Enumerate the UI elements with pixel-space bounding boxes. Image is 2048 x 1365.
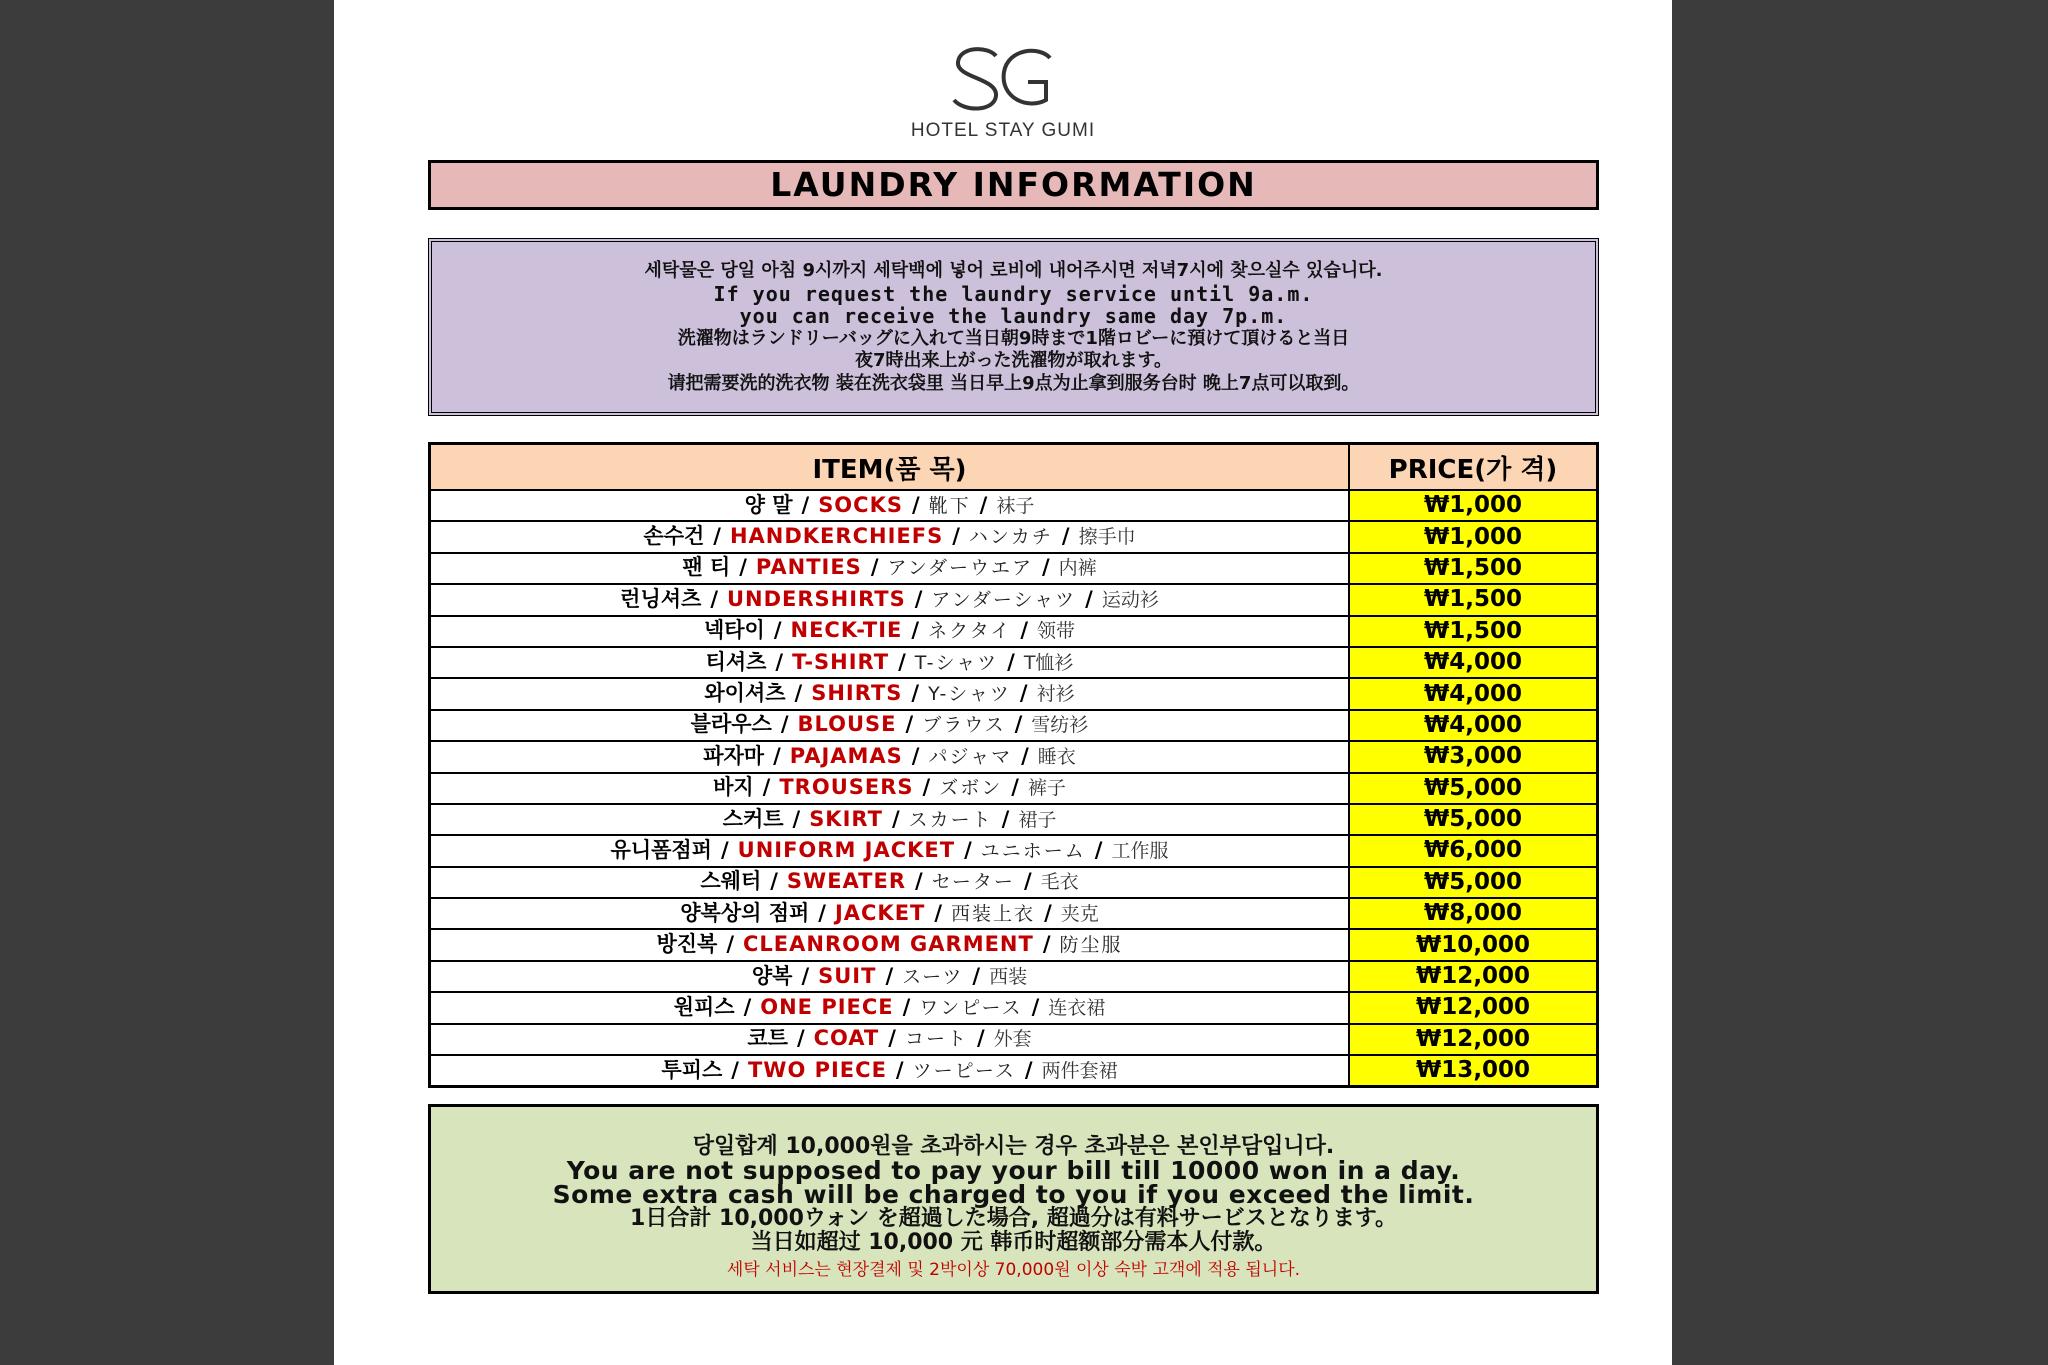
price-table-body — [430, 490, 1598, 1087]
item-cell — [430, 898, 1350, 929]
price-cell: ₩12,000 — [1349, 992, 1598, 1023]
separator: / — [743, 994, 752, 1019]
item-cell — [430, 616, 1350, 647]
item-name-chinese: 夹克 — [1060, 902, 1099, 925]
separator: / — [1061, 524, 1070, 549]
item-name-korean: 와이셔츠 — [704, 681, 786, 706]
policy-japanese: 1日合計 10,000ウォン を超過した場合, 超過分は有料サービスとなります。 — [630, 1206, 1397, 1231]
separator: / — [792, 806, 801, 831]
item-name-korean: 런닝셔츠 — [620, 586, 702, 611]
separator: / — [720, 837, 729, 862]
item-name-japanese: スカート — [908, 808, 993, 831]
item-name-chinese: 裙子 — [1018, 808, 1057, 831]
price-cell: ₩12,000 — [1349, 1024, 1598, 1055]
separator: / — [911, 492, 920, 517]
separator: / — [801, 963, 810, 988]
item-name-japanese: スーツ — [902, 965, 964, 988]
separator: / — [796, 1026, 805, 1051]
item-column-header: ITEM(품 목) — [430, 444, 1350, 491]
laundry-info-page — [334, 0, 1672, 1365]
notice-chinese: 请把需要洗的洗衣物 装在洗衣袋里 当日早上9点为止拿到服务台时 晚上7点可以取到。 — [667, 372, 1360, 394]
table-row — [430, 1055, 1598, 1087]
price-cell: ₩4,000 — [1349, 647, 1598, 678]
separator: / — [1014, 712, 1023, 737]
item-name-chinese: 工作服 — [1111, 839, 1169, 862]
table-row — [430, 804, 1598, 835]
notice-english-line-2: you can receive the laundry same day 7p.m. — [739, 304, 1288, 328]
separator: / — [1023, 869, 1032, 894]
item-name-japanese: パジャマ — [928, 745, 1013, 768]
price-cell: ₩8,000 — [1349, 898, 1598, 929]
table-row — [430, 710, 1598, 741]
item-name-japanese: ツーピース — [912, 1059, 1016, 1082]
item-name-japanese: Y-シャツ — [928, 683, 1011, 706]
price-cell: ₩5,000 — [1349, 773, 1598, 804]
separator: / — [952, 524, 960, 549]
item-name-english: NECK-TIE — [790, 618, 903, 643]
item-name-japanese: ワンピース — [919, 996, 1023, 1019]
separator: / — [770, 869, 778, 894]
item-cell — [430, 804, 1350, 835]
separator: / — [1021, 743, 1029, 768]
table-row — [430, 741, 1598, 772]
policy-korean: 당일합계 10,000원을 초과하시는 경우 초과분은 본인부담입니다. — [692, 1134, 1335, 1159]
policy-english-line-2: Some extra cash will be charged to you if you exceed the limit. — [552, 1180, 1475, 1209]
item-cell — [430, 490, 1350, 521]
table-row — [430, 1024, 1598, 1055]
separator: / — [895, 1057, 904, 1082]
item-name-korean: 양 말 — [744, 492, 793, 517]
separator: / — [979, 492, 988, 517]
item-cell — [430, 710, 1350, 741]
item-name-korean: 양복 — [751, 963, 793, 988]
service-notice — [428, 238, 1599, 416]
item-name-japanese: 防尘服 — [1059, 934, 1123, 957]
separator: / — [818, 900, 826, 925]
separator: / — [794, 681, 803, 706]
price-cell: ₩6,000 — [1349, 835, 1598, 866]
separator: / — [775, 649, 784, 674]
separator: / — [801, 492, 810, 517]
item-name-korean: 파자마 — [703, 743, 765, 768]
separator: / — [905, 712, 914, 737]
billing-policy — [428, 1104, 1599, 1294]
item-name-japanese: T-シャツ — [914, 651, 999, 674]
separator: / — [888, 1026, 896, 1051]
item-name-japanese: ネクタイ — [928, 620, 1012, 643]
price-cell: ₩1,000 — [1349, 521, 1598, 552]
price-cell: ₩1,500 — [1349, 616, 1598, 647]
separator: / — [710, 586, 718, 611]
item-name-english: UNDERSHIRTS — [726, 586, 906, 611]
hotel-logo — [334, 42, 1672, 160]
item-cell — [430, 867, 1350, 898]
separator: / — [911, 681, 920, 706]
separator: / — [1019, 681, 1028, 706]
separator: / — [934, 900, 943, 925]
item-cell — [430, 773, 1350, 804]
item-name-english: HANDKERCHIEFS — [729, 524, 944, 549]
table-row — [430, 584, 1598, 615]
table-row — [430, 898, 1598, 929]
separator: / — [964, 837, 972, 862]
item-cell — [430, 647, 1350, 678]
table-row — [430, 773, 1598, 804]
separator: / — [726, 932, 734, 957]
separator: / — [739, 555, 747, 580]
price-cell: ₩13,000 — [1349, 1055, 1598, 1087]
separator: / — [1001, 806, 1010, 831]
table-row — [430, 647, 1598, 678]
notice-english-line-1: If you request the laundry service until 9a.m. — [713, 281, 1314, 306]
price-cell: ₩4,000 — [1349, 678, 1598, 709]
table-row — [430, 616, 1598, 647]
price-cell: ₩5,000 — [1349, 867, 1598, 898]
separator: / — [780, 712, 789, 737]
price-column-header: PRICE(가 격) — [1349, 444, 1598, 491]
price-cell: ₩1,500 — [1349, 553, 1598, 584]
separator: / — [731, 1057, 739, 1082]
item-name-korean: 방진복 — [656, 932, 718, 957]
table-row — [430, 961, 1598, 992]
policy-chinese: 当日如超过 10,000 元 韩币时超额部分需本人付款。 — [750, 1230, 1277, 1255]
item-name-english: SHIRTS — [811, 681, 903, 706]
item-name-japanese: 西装上衣 — [951, 902, 1036, 925]
separator: / — [870, 555, 879, 580]
item-name-english: TROUSERS — [779, 775, 914, 800]
item-name-english: SUIT — [818, 963, 877, 988]
item-name-english: PAJAMAS — [789, 743, 903, 768]
item-name-korean: 티셔츠 — [705, 649, 767, 674]
item-name-english: SOCKS — [818, 492, 903, 517]
separator: / — [972, 963, 981, 988]
table-row — [430, 867, 1598, 898]
item-name-korean: 투피스 — [661, 1057, 723, 1082]
separator: / — [1007, 649, 1015, 674]
item-name-chinese: 内裤 — [1058, 557, 1097, 580]
separator: / — [1024, 1057, 1033, 1082]
separator: / — [1085, 586, 1093, 611]
separator: / — [762, 775, 771, 800]
separator: / — [891, 806, 900, 831]
item-name-japanese: アンダーウエア — [887, 557, 1033, 580]
price-cell: ₩12,000 — [1349, 961, 1598, 992]
item-name-korean: 양복상의 점퍼 — [680, 900, 810, 925]
item-name-japanese: セーター — [931, 871, 1015, 894]
item-cell — [430, 992, 1350, 1023]
price-cell: ₩1,000 — [1349, 490, 1598, 521]
item-cell — [430, 835, 1350, 866]
separator: / — [911, 618, 920, 643]
separator: / — [1020, 618, 1028, 643]
item-name-english: SWEATER — [786, 869, 907, 894]
page-title: LAUNDRY INFORMATION — [428, 160, 1599, 210]
separator: / — [1044, 900, 1052, 925]
item-name-chinese: 西装 — [989, 965, 1028, 988]
separator: / — [1042, 932, 1051, 957]
item-name-japanese: ユニホーム — [980, 839, 1086, 862]
item-name-english: TWO PIECE — [747, 1057, 887, 1082]
table-row — [430, 521, 1598, 552]
item-name-chinese: 袜子 — [996, 494, 1035, 517]
item-name-korean: 블라우스 — [690, 712, 772, 737]
separator: / — [922, 775, 931, 800]
item-name-japanese: コート — [904, 1028, 968, 1051]
separator: / — [773, 618, 782, 643]
item-name-chinese: 两件套裙 — [1041, 1059, 1118, 1082]
item-name-english: ONE PIECE — [760, 994, 894, 1019]
separator: / — [1031, 994, 1040, 1019]
item-name-japanese: ブラウス — [922, 714, 1006, 737]
item-name-japanese: アンダーシャツ — [931, 588, 1077, 611]
item-name-english: SKIRT — [809, 806, 883, 831]
item-name-japanese: ズボン — [939, 777, 1003, 800]
item-name-chinese: 衬衫 — [1036, 683, 1075, 706]
separator: / — [885, 963, 894, 988]
separator: / — [713, 524, 721, 549]
price-cell: ₩5,000 — [1349, 804, 1598, 835]
item-name-english: T-SHIRT — [792, 649, 890, 674]
item-name-japanese: 靴下 — [928, 494, 971, 517]
separator: / — [1094, 837, 1103, 862]
item-name-english: JACKET — [834, 900, 926, 925]
item-name-english: PANTIES — [755, 555, 862, 580]
item-name-chinese: T恤衫 — [1023, 651, 1074, 674]
item-cell — [430, 929, 1350, 960]
item-name-chinese: 擦手巾 — [1078, 526, 1136, 549]
separator: / — [902, 994, 911, 1019]
item-name-korean: 스웨터 — [700, 869, 762, 894]
table-row — [430, 929, 1598, 960]
item-name-korean: 넥타이 — [703, 618, 765, 643]
notice-korean: 세탁물은 당일 아침 9시까지 세탁백에 넣어 로비에 내어주시면 저녁7시에 찾으실수 있습니다. — [644, 260, 1383, 281]
separator: / — [898, 649, 906, 674]
item-cell — [430, 584, 1350, 615]
item-name-chinese: 睡衣 — [1037, 745, 1076, 768]
price-cell: ₩1,500 — [1349, 584, 1598, 615]
item-name-chinese: 雪纺衫 — [1031, 714, 1089, 737]
price-cell: ₩3,000 — [1349, 741, 1598, 772]
item-name-korean: 스커트 — [722, 806, 784, 831]
price-cell: ₩4,000 — [1349, 710, 1598, 741]
table-row — [430, 835, 1598, 866]
hotel-name: HOTEL STAY GUMI — [910, 120, 1096, 141]
item-name-english: COAT — [813, 1026, 880, 1051]
item-cell — [430, 553, 1350, 584]
policy-english-line-1: You are not supposed to pay your bill till 10000 won in a day. — [566, 1156, 1461, 1185]
separator: / — [976, 1026, 985, 1051]
item-name-korean: 손수건 — [643, 524, 705, 549]
item-cell — [430, 741, 1350, 772]
item-name-english: UNIFORM JACKET — [737, 837, 956, 862]
item-name-chinese: 连衣裙 — [1048, 996, 1106, 1019]
separator: / — [914, 586, 923, 611]
item-name-korean: 원피스 — [673, 994, 735, 1019]
item-name-chinese: 领带 — [1037, 620, 1076, 643]
item-name-chinese: 运动衫 — [1101, 588, 1159, 611]
item-name-english: BLOUSE — [797, 712, 897, 737]
separator: / — [915, 869, 923, 894]
sg-monogram-logo — [938, 42, 1068, 120]
policy-eligibility-note: 세탁 서비스는 현장결제 및 2박이상 70,000원 이상 숙박 고객에 적용 됩니다. — [726, 1260, 1301, 1280]
item-cell — [430, 678, 1350, 709]
item-name-chinese: 毛衣 — [1040, 871, 1079, 894]
table-row — [430, 992, 1598, 1023]
separator: / — [911, 743, 920, 768]
item-name-chinese: 裤子 — [1027, 777, 1066, 800]
item-cell — [430, 1024, 1350, 1055]
item-name-japanese: ハンカチ — [968, 526, 1053, 549]
price-cell: ₩10,000 — [1349, 929, 1598, 960]
table-row — [430, 678, 1598, 709]
item-name-english: CLEANROOM GARMENT — [742, 932, 1034, 957]
separator: / — [1041, 555, 1050, 580]
item-name-korean: 유니폼점퍼 — [610, 837, 712, 862]
item-name-korean: 바지 — [713, 775, 754, 800]
notice-japanese-line-2: 夜7時出来上がった洗濯物が取れます。 — [854, 350, 1173, 371]
item-cell — [430, 521, 1350, 552]
notice-japanese-line-1: 洗濯物はランドリーバッグに入れて当日朝9時まで1階ロビーに預けて頂けると当日 — [677, 327, 1350, 349]
item-name-chinese: 外套 — [993, 1028, 1032, 1051]
item-cell — [430, 1055, 1350, 1087]
item-name-korean: 코트 — [747, 1026, 788, 1051]
price-table — [428, 442, 1599, 1088]
separator: / — [773, 743, 781, 768]
item-name-korean: 팬 티 — [682, 555, 731, 580]
table-header-row — [430, 444, 1598, 491]
table-row — [430, 490, 1598, 521]
item-cell — [430, 961, 1350, 992]
separator: / — [1011, 775, 1019, 800]
table-row — [430, 553, 1598, 584]
